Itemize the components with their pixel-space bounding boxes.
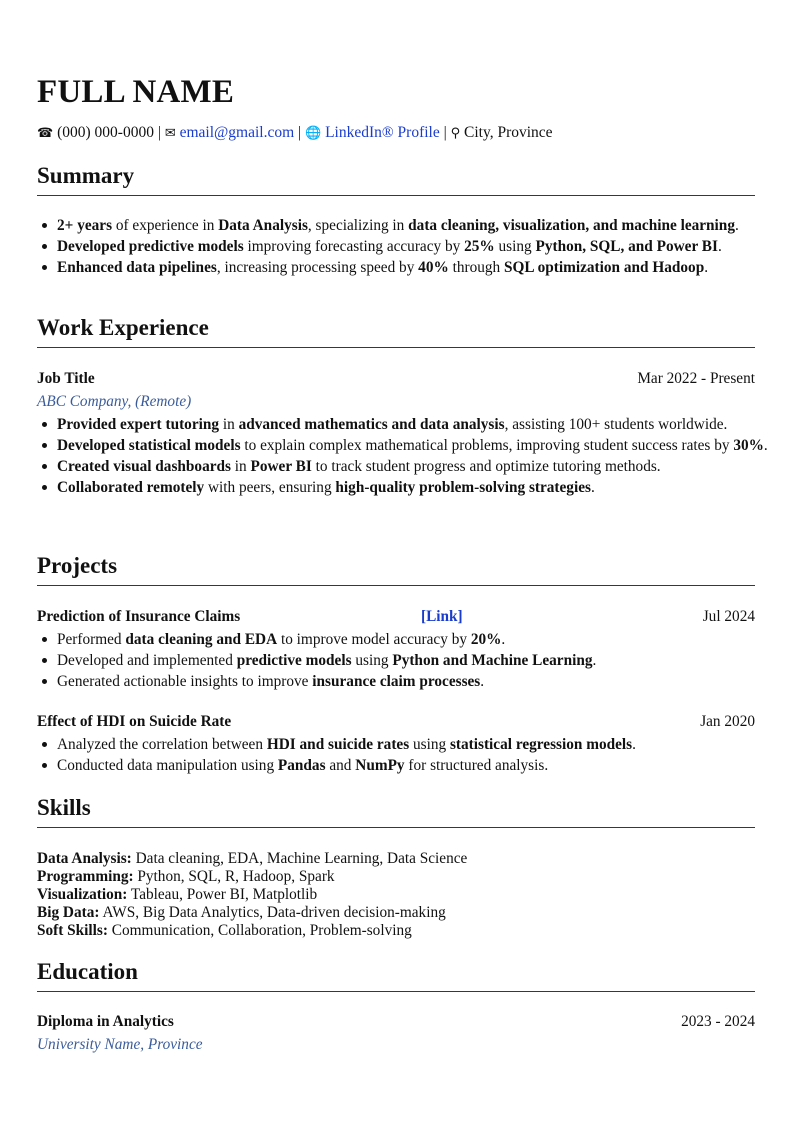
location: City, Province bbox=[464, 124, 553, 141]
list-item: Conducted data manipulation using Pandas and NumPy for structured analysis. bbox=[57, 756, 775, 775]
education-dates: 2023 - 2024 bbox=[681, 1013, 755, 1030]
project-date: Jul 2024 bbox=[702, 608, 755, 625]
list-item: Generated actionable insights to improve insurance claim processes. bbox=[57, 672, 775, 691]
section-divider bbox=[37, 991, 755, 992]
linkedin-link[interactable]: LinkedIn® Profile bbox=[325, 124, 440, 141]
location-pin-icon: ⚲ bbox=[450, 126, 461, 141]
list-item: Analyzed the correlation between HDI and suicide rates using statistical regression models. bbox=[57, 735, 775, 754]
skill-row: Programming: Python, SQL, R, Hadoop, Spark bbox=[37, 868, 335, 885]
degree: Diploma in Analytics bbox=[37, 1013, 174, 1030]
skills-list bbox=[37, 850, 467, 940]
project-date: Jan 2020 bbox=[700, 713, 755, 730]
mail-icon: ✉ bbox=[164, 126, 176, 141]
section-title-education: Education bbox=[37, 959, 138, 984]
email-link[interactable]: email@gmail.com bbox=[179, 124, 295, 141]
separator: | bbox=[298, 124, 302, 141]
list-item: 2+ years of experience in Data Analysis, specializing in data cleaning, visualization, and machine learning. bbox=[57, 216, 775, 235]
section-title-work: Work Experience bbox=[37, 315, 209, 340]
separator: | bbox=[443, 124, 447, 141]
work-list bbox=[37, 415, 775, 499]
project-title: Effect of HDI on Suicide Rate bbox=[37, 713, 232, 730]
project-list bbox=[37, 735, 775, 777]
skill-row: Data Analysis: Data cleaning, EDA, Machine Learning, Data Science bbox=[37, 850, 468, 867]
phone-number: (000) 000-0000 bbox=[57, 124, 154, 141]
skill-row: Big Data: AWS, Big Data Analytics, Data-driven decision-making bbox=[37, 904, 446, 921]
section-divider bbox=[37, 585, 755, 586]
list-item: Developed statistical models to explain complex mathematical problems, improving student success rates by 30%. bbox=[57, 436, 775, 455]
list-item: Developed predictive models improving forecasting accuracy by 25% using Python, SQL, and Power BI. bbox=[57, 237, 775, 256]
list-item: Created visual dashboards in Power BI to track student progress and optimize tutoring methods. bbox=[57, 457, 775, 476]
section-divider bbox=[37, 195, 755, 196]
section-divider bbox=[37, 827, 755, 828]
school-name: University Name, Province bbox=[37, 1036, 203, 1053]
job-title: Job Title bbox=[37, 370, 95, 387]
project-title: Prediction of Insurance Claims bbox=[37, 608, 241, 625]
project-link[interactable]: [Link] bbox=[421, 608, 463, 625]
list-item: Enhanced data pipelines, increasing processing speed by 40% through SQL optimization and Hadoop. bbox=[57, 258, 775, 277]
section-title-skills: Skills bbox=[37, 795, 91, 820]
skill-row: Visualization: Tableau, Power BI, Matplotlib bbox=[37, 886, 318, 903]
contact-line bbox=[37, 124, 553, 142]
job-dates: Mar 2022 - Present bbox=[637, 370, 755, 387]
list-item: Provided expert tutoring in advanced mathematics and data analysis, assisting 100+ students worldwide. bbox=[57, 415, 775, 434]
job-header bbox=[37, 370, 755, 388]
separator: | bbox=[157, 124, 161, 141]
section-title-projects: Projects bbox=[37, 553, 118, 578]
list-item: Performed data cleaning and EDA to improve model accuracy by 20%. bbox=[57, 630, 775, 649]
full-name: FULL NAME bbox=[37, 74, 235, 110]
summary-list bbox=[37, 216, 775, 279]
project-list bbox=[37, 630, 775, 693]
company-name: ABC Company, (Remote) bbox=[37, 393, 192, 410]
project-header bbox=[37, 608, 755, 626]
globe-icon: 🌐 bbox=[305, 126, 322, 141]
education-header bbox=[37, 1013, 755, 1031]
list-item: Collaborated remotely with peers, ensuring high-quality problem-solving strategies. bbox=[57, 478, 775, 497]
project-header bbox=[37, 713, 755, 731]
section-divider bbox=[37, 347, 755, 348]
section-title-summary: Summary bbox=[37, 163, 135, 188]
phone-icon: ☎ bbox=[37, 126, 54, 141]
list-item: Developed and implemented predictive models using Python and Machine Learning. bbox=[57, 651, 775, 670]
skill-row: Soft Skills: Communication, Collaboration, Problem-solving bbox=[37, 922, 412, 939]
